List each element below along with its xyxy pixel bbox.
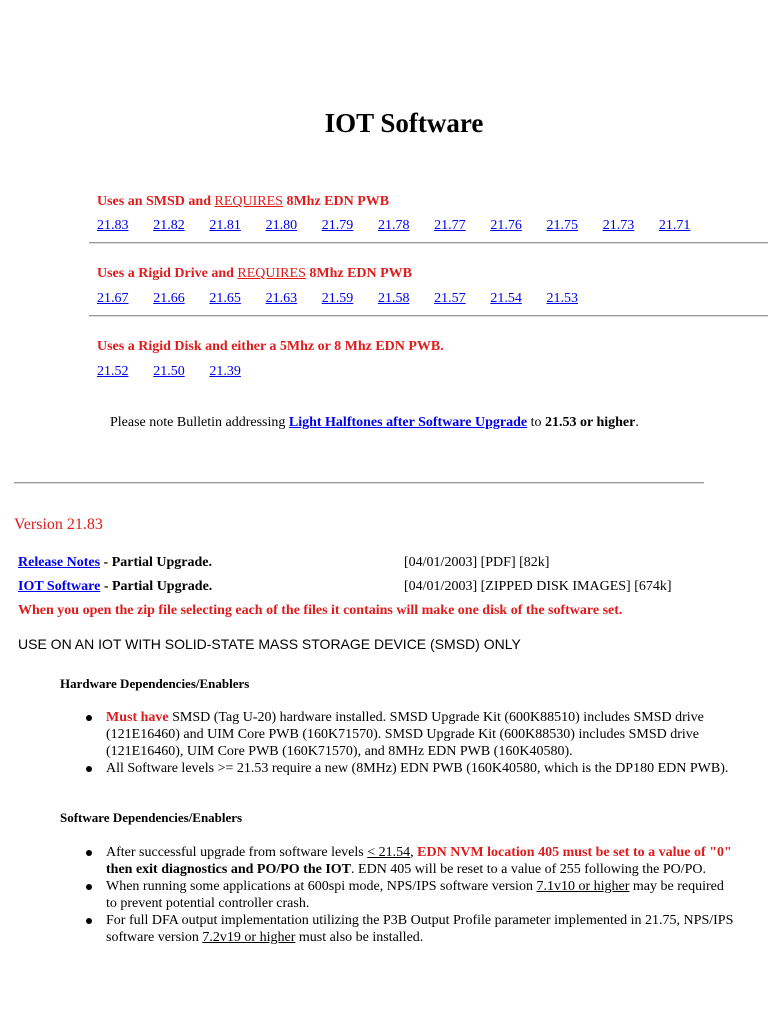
list-item <box>84 760 734 777</box>
version-heading: Version 21.83 <box>14 516 103 533</box>
smsd-only-notice: USE ON AN IOT WITH SOLID-STATE MASS STORAGE DEVICE (SMSD) ONLY <box>18 636 521 652</box>
version-threshold: < 21.54 <box>367 845 411 860</box>
requires-label: REQUIRES <box>214 194 283 209</box>
list-item-text: must also be installed. <box>295 930 424 945</box>
group-heading-text: Uses a Rigid Disk and either a 5Mhz or 8 Mhz EDN PWB. <box>97 339 444 354</box>
version-link-21-79[interactable]: 21.79 <box>321 218 354 233</box>
bullet-icon <box>86 884 92 890</box>
list-item-text: may be required to prevent potential controller crash. <box>106 879 724 911</box>
software-list <box>84 844 734 946</box>
zip-note: When you open the zip file selecting each of the files it contains will make one disk of the software set. <box>18 603 623 618</box>
bulletin-note <box>110 415 639 431</box>
version-link-21-78[interactable]: 21.78 <box>377 218 410 233</box>
version-links-rigid-disk <box>97 364 266 380</box>
download-desc: - Partial Upgrade. <box>100 579 213 594</box>
version-link-21-54[interactable]: 21.54 <box>490 291 522 306</box>
list-item-text: . EDN 405 will be reset to a value of 255 following the PO/PO. <box>351 862 707 877</box>
version-link-21-50[interactable]: 21.50 <box>153 364 185 379</box>
hardware-list <box>84 709 734 777</box>
list-item-text: All Software levels >= 21.53 require a new (8MHz) EDN PWB (160K40580, which is the DP180 EDN PWB). <box>106 761 729 776</box>
nps-version: 7.1v10 or higher <box>536 879 630 894</box>
list-item-text: For full DFA output implementation utilizing the P3B Output Profile parameter implemented in 21.75, NPS/IPS software version <box>106 913 734 945</box>
list-item <box>84 912 734 946</box>
version-link-21-59[interactable]: 21.59 <box>321 291 354 306</box>
version-link-21-80[interactable]: 21.80 <box>265 218 298 233</box>
download-desc: - Partial Upgrade. <box>100 555 213 570</box>
bulletin-middle: to <box>527 415 545 430</box>
version-link-21-81[interactable]: 21.81 <box>209 218 241 233</box>
version-link-21-75[interactable]: 21.75 <box>546 218 578 233</box>
group-heading-suffix: 8Mhz EDN PWB <box>305 266 413 281</box>
divider <box>89 242 768 244</box>
nps-version: 7.2v19 or higher <box>202 930 296 945</box>
section-divider <box>14 482 704 484</box>
requires-label: REQUIRES <box>237 266 306 281</box>
bullet-icon <box>86 766 92 772</box>
bulletin-end: . <box>635 415 639 430</box>
bulletin-version-requirement: 21.53 or higher <box>544 415 636 430</box>
list-item-text: SMSD (Tag U-20) hardware installed. SMSD Upgrade Kit (600K88510) includes SMSD drive (121E16460) and UIM Core PWB (160K71570). SMSD Upgrade Kit (600K88530) includes SMSD drive (121E16460), UIM Core PWB (160K71570), and 8MHz EDN PWB (160K40580). <box>106 710 704 759</box>
version-link-21-65[interactable]: 21.65 <box>209 291 241 306</box>
list-item-text: When running some applications at 600spi mode, NPS/IPS software version <box>106 879 537 894</box>
bulletin-prefix: Please note Bulletin addressing <box>110 415 289 430</box>
version-link-21-67[interactable]: 21.67 <box>97 291 129 306</box>
version-link-21-83[interactable]: 21.83 <box>97 218 129 233</box>
version-link-21-58[interactable]: 21.58 <box>377 291 410 306</box>
software-heading: Software Dependencies/Enablers <box>60 810 243 825</box>
download-label <box>18 555 212 571</box>
version-link-21-73[interactable]: 21.73 <box>602 218 635 233</box>
download-label <box>18 579 212 595</box>
group-heading-smsd <box>97 194 389 210</box>
group-heading-suffix: 8Mhz EDN PWB <box>282 194 390 209</box>
nvm-warning: EDN NVM location 405 must be set to a value of "0" <box>417 845 732 860</box>
version-link-21-52[interactable]: 21.52 <box>97 364 129 379</box>
version-links-smsd <box>97 218 715 234</box>
version-link-21-77[interactable]: 21.77 <box>434 218 466 233</box>
version-link-21-66[interactable]: 21.66 <box>153 291 185 306</box>
version-links-rigid-drive <box>97 291 603 307</box>
version-link-21-39[interactable]: 21.39 <box>209 364 241 379</box>
page-title: IOT Software <box>324 108 484 138</box>
list-item-text: , <box>410 845 418 860</box>
hardware-heading: Hardware Dependencies/Enablers <box>60 676 250 691</box>
group-heading-rigid-drive <box>97 266 412 282</box>
pop-instruction: then exit diagnostics and PO/PO the IOT <box>106 862 352 877</box>
version-link-21-82[interactable]: 21.82 <box>153 218 185 233</box>
group-heading-prefix: Uses an SMSD and <box>97 194 215 209</box>
must-have-label: Must have <box>106 710 169 725</box>
group-heading-prefix: Uses a Rigid Drive and <box>97 266 238 281</box>
release-notes-link[interactable]: Release Notes <box>18 555 101 570</box>
version-link-21-53[interactable]: 21.53 <box>546 291 578 306</box>
list-item <box>84 844 734 878</box>
list-item-text: After successful upgrade from software levels <box>106 845 368 860</box>
bulletin-link[interactable]: Light Halftones after Software Upgrade <box>288 415 528 430</box>
bullet-icon <box>86 850 92 856</box>
download-info: [04/01/2003] [PDF] [82k] <box>404 555 550 570</box>
group-heading-rigid-disk <box>97 339 444 355</box>
version-link-21-63[interactable]: 21.63 <box>265 291 298 306</box>
version-link-21-57[interactable]: 21.57 <box>434 291 466 306</box>
version-link-21-76[interactable]: 21.76 <box>490 218 522 233</box>
bullet-icon <box>86 715 92 721</box>
list-item <box>84 878 734 912</box>
iot-software-link[interactable]: IOT Software <box>18 579 101 594</box>
divider <box>89 315 768 317</box>
bullet-icon <box>86 918 92 924</box>
download-info: [04/01/2003] [ZIPPED DISK IMAGES] [674k] <box>404 579 672 594</box>
list-item <box>84 709 734 760</box>
version-link-21-71[interactable]: 21.71 <box>658 218 691 233</box>
